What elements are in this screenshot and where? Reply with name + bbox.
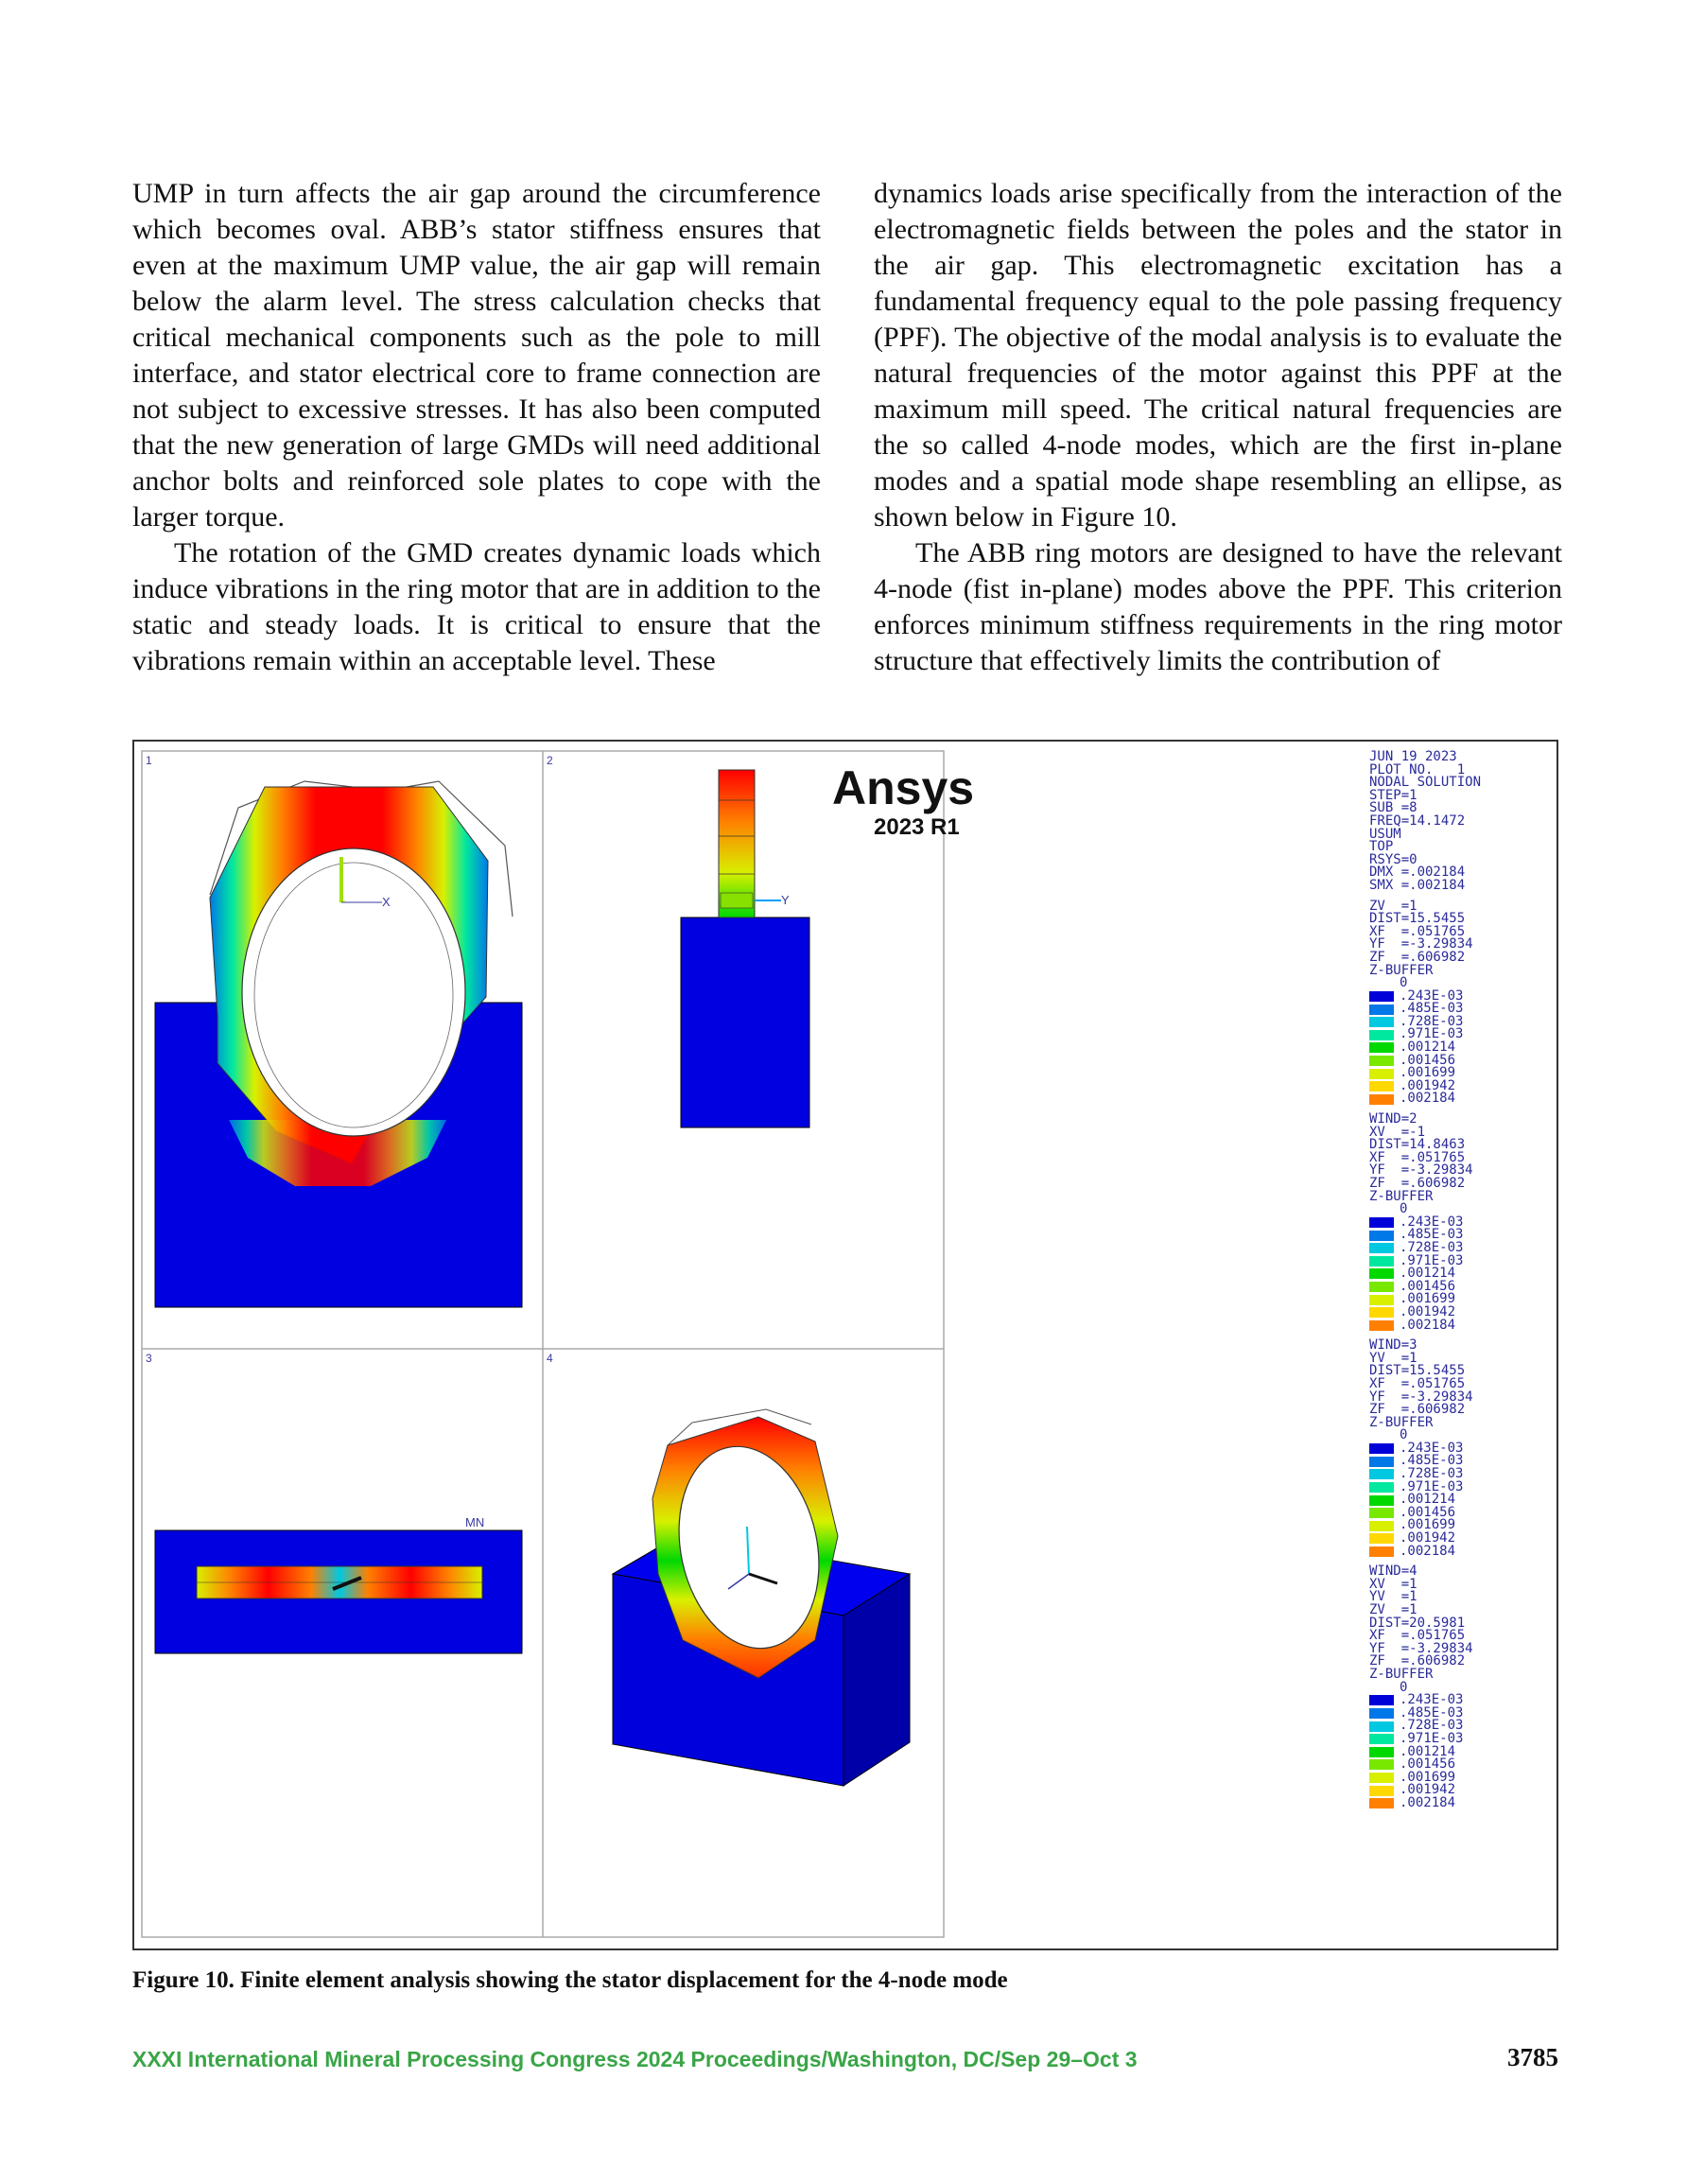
viewport-label: 3 bbox=[146, 1352, 152, 1365]
contour-level bbox=[1369, 1784, 1558, 1797]
axis-label: X bbox=[382, 895, 391, 909]
contour-swatch bbox=[1369, 1256, 1394, 1267]
contour-swatch bbox=[1369, 1798, 1394, 1808]
contour-value: .971E-03 bbox=[1400, 1478, 1464, 1494]
contour-swatch bbox=[1369, 1521, 1394, 1531]
contour-value: .001699 bbox=[1400, 1769, 1456, 1785]
contour-level bbox=[1369, 1442, 1558, 1456]
contour-level bbox=[1369, 1532, 1558, 1546]
contour-swatch bbox=[1369, 1282, 1394, 1292]
viewport-1-front-view bbox=[155, 781, 522, 1307]
contour-value: .001699 bbox=[1400, 1291, 1456, 1307]
legend-line: ZF =.606982 bbox=[1369, 1653, 1466, 1669]
legend-line: XV =1 bbox=[1369, 1576, 1417, 1592]
contour-swatch bbox=[1369, 1320, 1394, 1331]
contour-level bbox=[1369, 977, 1558, 990]
contour-swatch bbox=[1369, 1268, 1394, 1279]
fea-plots bbox=[134, 742, 1557, 1948]
contour-swatch bbox=[1369, 1094, 1394, 1105]
contour-level bbox=[1369, 1278, 1558, 1294]
contour-level bbox=[1369, 1293, 1558, 1306]
contour-level bbox=[1369, 1494, 1558, 1507]
contour-swatch bbox=[1369, 1508, 1394, 1518]
contour-swatch bbox=[1369, 1683, 1394, 1693]
legend-line: WIND=4 bbox=[1369, 1564, 1417, 1580]
contour-level bbox=[1369, 1758, 1558, 1772]
figure-fea bbox=[132, 740, 1558, 1950]
legend-window bbox=[1369, 1565, 1558, 1809]
contour-level bbox=[1369, 1067, 1558, 1080]
contour-level bbox=[1369, 1052, 1558, 1068]
contour-value: .001456 bbox=[1400, 1504, 1456, 1520]
contour-level bbox=[1369, 1319, 1558, 1333]
contour-value: .001942 bbox=[1400, 1077, 1456, 1093]
contour-swatch bbox=[1369, 1495, 1394, 1506]
contour-swatch bbox=[1369, 1081, 1394, 1092]
legend-line: ZV =1 bbox=[1369, 1602, 1417, 1617]
contour-value: 0 bbox=[1400, 975, 1408, 991]
legend-line: XF =.051765 bbox=[1369, 1628, 1466, 1644]
contour-swatch bbox=[1369, 1546, 1394, 1557]
legend-line: DIST=14.8463 bbox=[1369, 1137, 1466, 1153]
contour-level bbox=[1369, 1013, 1558, 1029]
legend-line: WIND=2 bbox=[1369, 1111, 1417, 1127]
page-number: 3785 bbox=[1507, 2043, 1558, 2071]
contour-level bbox=[1369, 1720, 1558, 1733]
legend-line: YF =-3.29834 bbox=[1369, 1162, 1473, 1179]
contour-level bbox=[1369, 1519, 1558, 1532]
contour-swatch bbox=[1369, 1295, 1394, 1305]
legend-line: YF =-3.29834 bbox=[1369, 936, 1473, 952]
contour-swatch bbox=[1369, 1231, 1394, 1241]
axis-label: MN bbox=[465, 1515, 485, 1529]
contour-level bbox=[1369, 1679, 1558, 1695]
paragraph: dynamics loads arise specifically from the interaction of the electromagnetic fields between the poles and the stator in the air gap. This electromagnetic excitation has a fundamental frequency equal to the pole passing frequency (PPF). The objective of the modal analysis is to evaluate the natural frequencies of the motor against this PPF at the maximum mill speed. The critical natural frequencies are the so called 4-node modes, which are the first in-plane modes and a spatial mode shape resembling an ellipse, as shown below in Figure 10. bbox=[874, 178, 1562, 533]
contour-legend bbox=[1369, 751, 1558, 1818]
legend-line: YV =1 bbox=[1369, 1589, 1417, 1605]
contour-level bbox=[1369, 1203, 1558, 1216]
contour-value: .002184 bbox=[1400, 1091, 1456, 1107]
contour-value: .728E-03 bbox=[1400, 1013, 1464, 1029]
contour-level bbox=[1369, 1743, 1558, 1759]
legend-line: ZV =1 bbox=[1369, 898, 1417, 914]
contour-value: .002184 bbox=[1400, 1794, 1456, 1810]
legend-window bbox=[1369, 1339, 1558, 1558]
axis-label: Y bbox=[781, 893, 790, 907]
legend-line: Z-BUFFER bbox=[1369, 1414, 1434, 1430]
contour-level bbox=[1369, 987, 1558, 1004]
contour-value: .971E-03 bbox=[1400, 1026, 1464, 1042]
contour-swatch bbox=[1369, 1204, 1394, 1214]
legend-line: ZF =.606982 bbox=[1369, 1176, 1466, 1191]
contour-swatch bbox=[1369, 1307, 1394, 1318]
right-column bbox=[874, 176, 1562, 679]
contour-level bbox=[1369, 1429, 1558, 1442]
contour-value: .485E-03 bbox=[1400, 1001, 1464, 1017]
legend-line: Z-BUFFER bbox=[1369, 1188, 1434, 1204]
contour-value: .001942 bbox=[1400, 1782, 1456, 1798]
contour-value: .001214 bbox=[1400, 1492, 1456, 1508]
contour-value: .001214 bbox=[1400, 1266, 1456, 1282]
contour-value: .485E-03 bbox=[1400, 1453, 1464, 1469]
contour-level bbox=[1369, 1543, 1558, 1559]
contour-value: .971E-03 bbox=[1400, 1252, 1464, 1268]
viewport-4-isometric-view bbox=[613, 1409, 910, 1786]
contour-swatch bbox=[1369, 1017, 1394, 1027]
contour-swatch bbox=[1369, 1457, 1394, 1467]
contour-level bbox=[1369, 1267, 1558, 1281]
paragraph: The rotation of the GMD creates dynamic loads which induce vibrations in the ring motor that are in addition to the static and steady loads. It is critical to ensure that the vibrations remain within an acceptable level. These bbox=[132, 537, 821, 676]
legend-header: JUN 19 2023 PLOT NO. 1 NODAL SOLUTION STEP=1 SUB =8 FREQ=14.1472 USUM TOP RSYS=0 DMX =.002184 SMX =.002184 bbox=[1369, 749, 1482, 893]
viewport-label: 1 bbox=[146, 754, 152, 767]
contour-level bbox=[1369, 1028, 1558, 1041]
legend-line: XF =.051765 bbox=[1369, 1375, 1466, 1391]
contour-swatch bbox=[1369, 1482, 1394, 1493]
contour-value: .001699 bbox=[1400, 1065, 1456, 1081]
legend-line: YV =1 bbox=[1369, 1350, 1417, 1366]
contour-value: .001699 bbox=[1400, 1517, 1456, 1533]
contour-level bbox=[1369, 1730, 1558, 1746]
footer-proceedings: XXXI International Mineral Processing Congress 2024 Proceedings/Washington, DC/Sep 29–Oct 3 bbox=[132, 2047, 1138, 2071]
contour-level bbox=[1369, 1041, 1558, 1055]
legend-line: DIST=20.5981 bbox=[1369, 1615, 1466, 1631]
ansys-version: 2023 R1 bbox=[874, 814, 960, 840]
viewport-label: 4 bbox=[547, 1352, 553, 1365]
contour-level bbox=[1369, 1229, 1558, 1242]
legend-line: Z-BUFFER bbox=[1369, 962, 1434, 978]
contour-value: .243E-03 bbox=[1400, 1214, 1464, 1230]
contour-value: .001456 bbox=[1400, 1052, 1456, 1068]
contour-value: .001456 bbox=[1400, 1756, 1456, 1773]
contour-value: .971E-03 bbox=[1400, 1730, 1464, 1746]
legend-line: DIST=15.5455 bbox=[1369, 1363, 1466, 1379]
contour-level bbox=[1369, 1216, 1558, 1230]
contour-value: .002184 bbox=[1400, 1543, 1456, 1559]
contour-level bbox=[1369, 1003, 1558, 1016]
contour-value: .001214 bbox=[1400, 1743, 1456, 1759]
contour-value: 0 bbox=[1400, 1427, 1408, 1443]
legend-line: DIST=15.5455 bbox=[1369, 911, 1466, 927]
legend-line: ZF =.606982 bbox=[1369, 1402, 1466, 1418]
contour-value: .485E-03 bbox=[1400, 1227, 1464, 1243]
contour-level bbox=[1369, 1239, 1558, 1255]
contour-swatch bbox=[1369, 1747, 1394, 1757]
paragraph: UMP in turn affects the air gap around the circumference which becomes oval. ABB’s stator stiffness ensures that even at the maximum UMP value, the air gap will remain below the alarm level. The stress calculation checks that critical mechanical components such as the pole to mill interface, and stator electrical core to frame connection are not subject to excessive stresses. It has also been computed that the new generation of large GMDs will need additional anchor bolts and reinforced sole plates to cope with the larger torque. bbox=[132, 178, 821, 533]
contour-level bbox=[1369, 1303, 1558, 1319]
contour-swatch bbox=[1369, 991, 1394, 1002]
contour-level bbox=[1369, 1468, 1558, 1481]
contour-level bbox=[1369, 1504, 1558, 1520]
contour-level bbox=[1369, 1092, 1558, 1106]
contour-swatch bbox=[1369, 1243, 1394, 1253]
contour-value: .001942 bbox=[1400, 1530, 1456, 1546]
contour-value: .243E-03 bbox=[1400, 987, 1464, 1004]
contour-swatch bbox=[1369, 1056, 1394, 1066]
viewport-label: 2 bbox=[547, 754, 553, 767]
contour-level bbox=[1369, 1704, 1558, 1721]
viewport-3-top-view bbox=[155, 1515, 522, 1653]
contour-swatch bbox=[1369, 978, 1394, 988]
figure-caption: Figure 10. Finite element analysis showing the stator displacement for the 4-node mode bbox=[132, 1967, 1008, 1993]
contour-swatch bbox=[1369, 1786, 1394, 1796]
left-column bbox=[132, 176, 821, 679]
contour-level bbox=[1369, 1252, 1558, 1268]
contour-value: .002184 bbox=[1400, 1317, 1456, 1333]
contour-swatch bbox=[1369, 1773, 1394, 1783]
legend-line: XF =.051765 bbox=[1369, 1149, 1466, 1165]
legend-line: WIND=3 bbox=[1369, 1337, 1417, 1354]
viewport-2-side-view bbox=[681, 770, 809, 1127]
contour-level bbox=[1369, 1769, 1558, 1785]
contour-swatch bbox=[1369, 1533, 1394, 1544]
legend-line: YF =-3.29834 bbox=[1369, 1640, 1473, 1656]
contour-swatch bbox=[1369, 1708, 1394, 1719]
contour-swatch bbox=[1369, 1443, 1394, 1454]
contour-level bbox=[1369, 1455, 1558, 1468]
legend-line: XF =.051765 bbox=[1369, 923, 1466, 939]
legend-line: Z-BUFFER bbox=[1369, 1666, 1434, 1682]
legend-line: ZF =.606982 bbox=[1369, 949, 1466, 965]
contour-value: .728E-03 bbox=[1400, 1466, 1464, 1482]
contour-swatch bbox=[1369, 1721, 1394, 1732]
paragraph: The ABB ring motors are designed to have the relevant 4-node (fist in-plane) modes above the PPF. This criterion enforces minimum stiffness requirements in the ring motor structure that effectively limits the contribution of bbox=[874, 537, 1562, 676]
legend-window bbox=[1369, 1113, 1558, 1332]
contour-value: 0 bbox=[1400, 1201, 1408, 1217]
legend-window bbox=[1369, 900, 1558, 1107]
contour-value: .243E-03 bbox=[1400, 1440, 1464, 1456]
contour-value: .001456 bbox=[1400, 1278, 1456, 1294]
contour-value: .485E-03 bbox=[1400, 1704, 1464, 1721]
contour-level bbox=[1369, 1794, 1558, 1810]
contour-level bbox=[1369, 1077, 1558, 1093]
contour-value: .728E-03 bbox=[1400, 1718, 1464, 1734]
contour-swatch bbox=[1369, 1217, 1394, 1228]
contour-value: .243E-03 bbox=[1400, 1692, 1464, 1708]
contour-swatch bbox=[1369, 1734, 1394, 1744]
contour-level bbox=[1369, 1694, 1558, 1707]
contour-swatch bbox=[1369, 1469, 1394, 1479]
contour-value: 0 bbox=[1400, 1679, 1408, 1695]
contour-value: .728E-03 bbox=[1400, 1239, 1464, 1255]
legend-line: YF =-3.29834 bbox=[1369, 1389, 1473, 1405]
contour-swatch bbox=[1369, 1431, 1394, 1441]
contour-swatch bbox=[1369, 1069, 1394, 1079]
ansys-logo: Ansys bbox=[832, 761, 975, 814]
contour-level bbox=[1369, 1478, 1558, 1494]
contour-value: .001214 bbox=[1400, 1040, 1456, 1056]
contour-swatch bbox=[1369, 1695, 1394, 1705]
contour-swatch bbox=[1369, 1030, 1394, 1040]
legend-line: XV =-1 bbox=[1369, 1124, 1426, 1140]
contour-swatch bbox=[1369, 1042, 1394, 1053]
contour-swatch bbox=[1369, 1005, 1394, 1015]
contour-value: .001942 bbox=[1400, 1303, 1456, 1319]
contour-swatch bbox=[1369, 1759, 1394, 1770]
